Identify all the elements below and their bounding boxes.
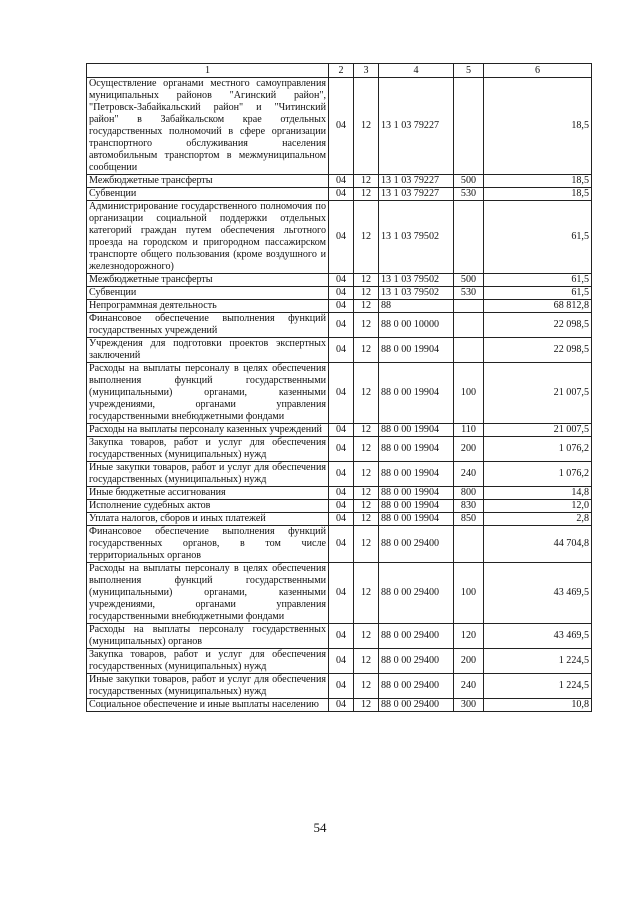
section-code: 04 (329, 699, 354, 712)
table-row (87, 313, 592, 338)
row-name: Межбюджетные трансферты (87, 274, 329, 287)
amount: 18,5 (484, 188, 592, 201)
subsection-code: 12 (354, 649, 379, 674)
amount: 14,8 (484, 487, 592, 500)
amount: 61,5 (484, 201, 592, 274)
row-name: Осуществление органами местного самоуправления муниципальных районов "Агинский район", "Петровск-Забайкальский район" и "Читинский район" в Забайкальском крае отдельных государственных полномочий в сфере организации транспортного обслуживания населения автомобильным транспортом в межмуниципальном сообщении (87, 78, 329, 175)
subsection-code: 12 (354, 175, 379, 188)
amount: 22 098,5 (484, 338, 592, 363)
section-code: 04 (329, 487, 354, 500)
target-article-code: 88 0 00 10000 (379, 313, 454, 338)
row-name: Учреждения для подготовки проектов экспертных заключений (87, 338, 329, 363)
subsection-code: 12 (354, 201, 379, 274)
section-code: 04 (329, 513, 354, 526)
budget-table (86, 63, 592, 712)
expense-type-code: 200 (454, 437, 484, 462)
header-cell: 2 (329, 64, 354, 78)
subsection-code: 12 (354, 188, 379, 201)
amount: 18,5 (484, 175, 592, 188)
section-code: 04 (329, 300, 354, 313)
expense-type-code: 100 (454, 363, 484, 424)
subsection-code: 12 (354, 674, 379, 699)
table-row (87, 526, 592, 563)
expense-type-code (454, 300, 484, 313)
amount: 44 704,8 (484, 526, 592, 563)
table-row (87, 274, 592, 287)
row-name: Иные бюджетные ассигнования (87, 487, 329, 500)
target-article-code: 13 1 03 79227 (379, 175, 454, 188)
amount: 1 224,5 (484, 649, 592, 674)
table-body (87, 78, 592, 712)
section-code: 04 (329, 526, 354, 563)
amount: 1 224,5 (484, 674, 592, 699)
table-row (87, 563, 592, 624)
section-code: 04 (329, 201, 354, 274)
subsection-code: 12 (354, 424, 379, 437)
row-name: Уплата налогов, сборов и иных платежей (87, 513, 329, 526)
target-article-code: 13 1 03 79227 (379, 78, 454, 175)
table-row (87, 699, 592, 712)
amount: 18,5 (484, 78, 592, 175)
table-row (87, 437, 592, 462)
header-row (87, 64, 592, 78)
header-cell: 6 (484, 64, 592, 78)
page-number: 54 (313, 820, 327, 835)
section-code: 04 (329, 649, 354, 674)
amount: 43 469,5 (484, 563, 592, 624)
target-article-code: 88 0 00 19904 (379, 437, 454, 462)
section-code: 04 (329, 287, 354, 300)
expense-type-code: 830 (454, 500, 484, 513)
subsection-code: 12 (354, 78, 379, 175)
target-article-code: 88 0 00 29400 (379, 649, 454, 674)
table-row (87, 424, 592, 437)
expense-type-code: 850 (454, 513, 484, 526)
row-name: Администрирование государственного полномочия по организации социальной поддержки отдельных категорий граждан путем обеспечения льготного проезда на городском и пригородном пассажирском транспорте общего пользования (кроме воздушного и железнодорожного) (87, 201, 329, 274)
expense-type-code: 200 (454, 649, 484, 674)
row-name: Закупка товаров, работ и услуг для обеспечения государственных (муниципальных) нужд (87, 649, 329, 674)
section-code: 04 (329, 462, 354, 487)
expense-type-code: 530 (454, 287, 484, 300)
header-cell: 5 (454, 64, 484, 78)
header-cell: 3 (354, 64, 379, 78)
table-row (87, 487, 592, 500)
subsection-code: 12 (354, 513, 379, 526)
table-row (87, 624, 592, 649)
amount: 2,8 (484, 513, 592, 526)
section-code: 04 (329, 363, 354, 424)
expense-type-code: 240 (454, 462, 484, 487)
section-code: 04 (329, 313, 354, 338)
row-name: Расходы на выплаты персоналу государственных (муниципальных) органов (87, 624, 329, 649)
target-article-code: 88 0 00 29400 (379, 624, 454, 649)
table-row (87, 363, 592, 424)
subsection-code: 12 (354, 462, 379, 487)
target-article-code: 88 0 00 19904 (379, 513, 454, 526)
subsection-code: 12 (354, 363, 379, 424)
expense-type-code: 500 (454, 274, 484, 287)
subsection-code: 12 (354, 338, 379, 363)
target-article-code: 13 1 03 79502 (379, 201, 454, 274)
section-code: 04 (329, 624, 354, 649)
amount: 43 469,5 (484, 624, 592, 649)
row-name: Социальное обеспечение и иные выплаты населению (87, 699, 329, 712)
row-name: Закупка товаров, работ и услуг для обеспечения государственных (муниципальных) нужд (87, 437, 329, 462)
table-row (87, 287, 592, 300)
amount: 21 007,5 (484, 424, 592, 437)
target-article-code: 88 0 00 29400 (379, 674, 454, 699)
subsection-code: 12 (354, 274, 379, 287)
subsection-code: 12 (354, 437, 379, 462)
row-name: Расходы на выплаты персоналу казенных учреждений (87, 424, 329, 437)
section-code: 04 (329, 500, 354, 513)
section-code: 04 (329, 338, 354, 363)
row-name: Непрограммная деятельность (87, 300, 329, 313)
subsection-code: 12 (354, 487, 379, 500)
expense-type-code: 500 (454, 175, 484, 188)
header-cell: 1 (87, 64, 329, 78)
expense-type-code (454, 338, 484, 363)
amount: 1 076,2 (484, 462, 592, 487)
expense-type-code: 800 (454, 487, 484, 500)
target-article-code: 88 0 00 29400 (379, 699, 454, 712)
amount: 61,5 (484, 274, 592, 287)
table-row (87, 462, 592, 487)
expense-type-code (454, 526, 484, 563)
amount: 21 007,5 (484, 363, 592, 424)
table-row (87, 201, 592, 274)
amount: 10,8 (484, 699, 592, 712)
table-row (87, 513, 592, 526)
section-code: 04 (329, 563, 354, 624)
target-article-code: 13 1 03 79502 (379, 274, 454, 287)
expense-type-code: 300 (454, 699, 484, 712)
row-name: Исполнение судебных актов (87, 500, 329, 513)
row-name: Финансовое обеспечение выполнения функций государственных учреждений (87, 313, 329, 338)
table-row (87, 78, 592, 175)
row-name: Финансовое обеспечение выполнения функций государственных органов, в том числе территориальных органов (87, 526, 329, 563)
target-article-code: 88 0 00 19904 (379, 487, 454, 500)
subsection-code: 12 (354, 500, 379, 513)
target-article-code: 88 (379, 300, 454, 313)
amount: 12,0 (484, 500, 592, 513)
expense-type-code (454, 78, 484, 175)
amount: 68 812,8 (484, 300, 592, 313)
target-article-code: 88 0 00 29400 (379, 563, 454, 624)
row-name: Субвенции (87, 287, 329, 300)
row-name: Субвенции (87, 188, 329, 201)
subsection-code: 12 (354, 300, 379, 313)
header-cell: 4 (379, 64, 454, 78)
table-row (87, 649, 592, 674)
expense-type-code: 100 (454, 563, 484, 624)
target-article-code: 13 1 03 79502 (379, 287, 454, 300)
amount: 22 098,5 (484, 313, 592, 338)
target-article-code: 88 0 00 19904 (379, 500, 454, 513)
section-code: 04 (329, 674, 354, 699)
target-article-code: 13 1 03 79227 (379, 188, 454, 201)
target-article-code: 88 0 00 19904 (379, 424, 454, 437)
section-code: 04 (329, 78, 354, 175)
row-name: Расходы на выплаты персоналу в целях обеспечения выполнения функций государственными (муниципальными) органами, казенными учреждениями, органами управления государственными внебюджетными фондами (87, 363, 329, 424)
subsection-code: 12 (354, 563, 379, 624)
section-code: 04 (329, 274, 354, 287)
target-article-code: 88 0 00 19904 (379, 462, 454, 487)
expense-type-code: 120 (454, 624, 484, 649)
table-row (87, 188, 592, 201)
subsection-code: 12 (354, 624, 379, 649)
section-code: 04 (329, 188, 354, 201)
subsection-code: 12 (354, 287, 379, 300)
target-article-code: 88 0 00 19904 (379, 363, 454, 424)
section-code: 04 (329, 175, 354, 188)
target-article-code: 88 0 00 29400 (379, 526, 454, 563)
expense-type-code (454, 201, 484, 274)
subsection-code: 12 (354, 699, 379, 712)
expense-type-code (454, 313, 484, 338)
expense-type-code: 530 (454, 188, 484, 201)
expense-type-code: 240 (454, 674, 484, 699)
amount: 61,5 (484, 287, 592, 300)
row-name: Расходы на выплаты персоналу в целях обеспечения выполнения функций государственными (муниципальными) органами, казенными учреждениями, органами управления государственными внебюджетными фондами (87, 563, 329, 624)
section-code: 04 (329, 424, 354, 437)
target-article-code: 88 0 00 19904 (379, 338, 454, 363)
subsection-code: 12 (354, 313, 379, 338)
section-code: 04 (329, 437, 354, 462)
table-row (87, 338, 592, 363)
amount: 1 076,2 (484, 437, 592, 462)
row-name: Межбюджетные трансферты (87, 175, 329, 188)
table-row (87, 500, 592, 513)
table-row (87, 175, 592, 188)
row-name: Иные закупки товаров, работ и услуг для обеспечения государственных (муниципальных) нужд (87, 674, 329, 699)
subsection-code: 12 (354, 526, 379, 563)
row-name: Иные закупки товаров, работ и услуг для обеспечения государственных (муниципальных) нужд (87, 462, 329, 487)
table-row (87, 300, 592, 313)
table-row (87, 674, 592, 699)
expense-type-code: 110 (454, 424, 484, 437)
